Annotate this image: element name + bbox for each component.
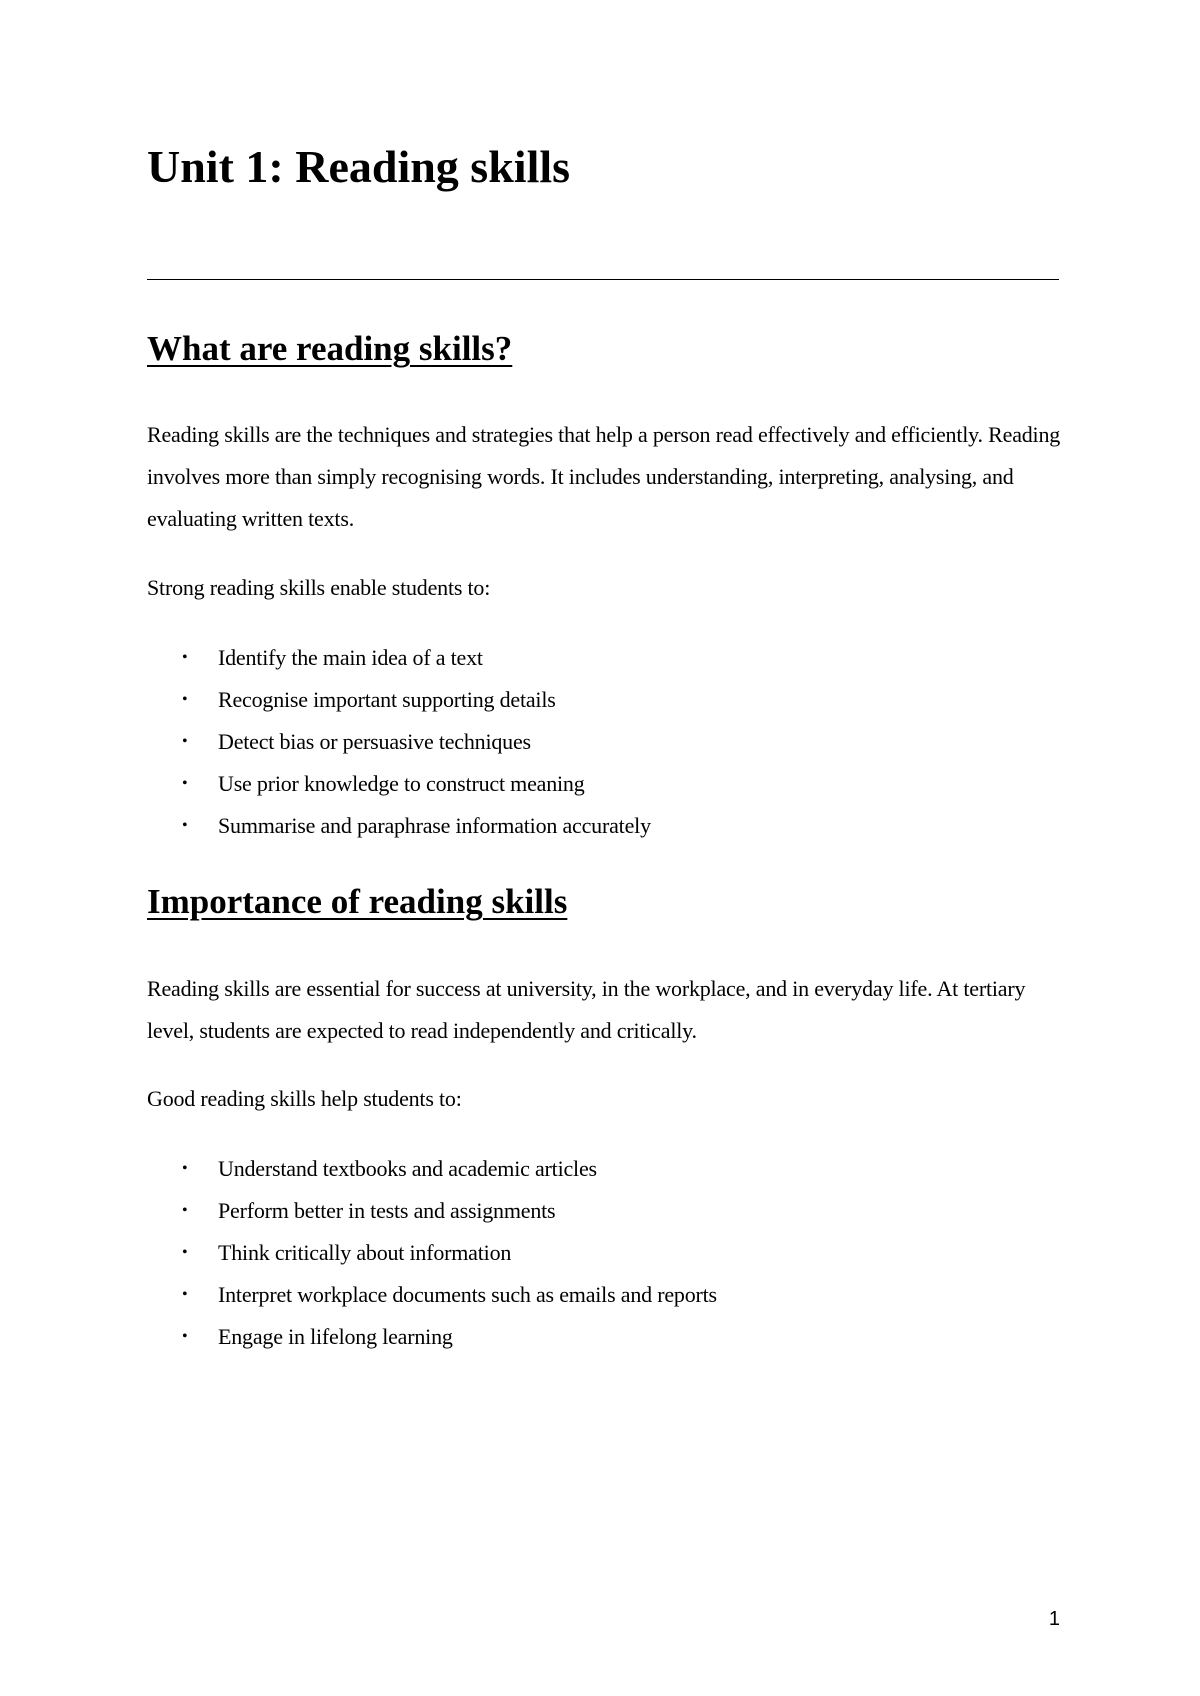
bullet-icon: • xyxy=(182,1328,188,1345)
bullet-icon: • xyxy=(182,649,188,666)
list-item xyxy=(147,1316,1047,1358)
list-item-text: Perform better in tests and assignments xyxy=(218,1198,556,1223)
list-item-text: Interpret workplace documents such as emails and reports xyxy=(218,1282,717,1307)
list-item-text: Engage in lifelong learning xyxy=(218,1324,453,1349)
list-item-text: Recognise important supporting details xyxy=(218,687,556,712)
section-heading-importance-of-reading-skills: Importance of reading skills xyxy=(147,882,568,921)
bullet-icon: • xyxy=(182,1244,188,1261)
page-number: 1 xyxy=(1048,1608,1060,1630)
list-item-text: Detect bias or persuasive techniques xyxy=(218,729,531,754)
list-item xyxy=(147,1148,1047,1190)
section-heading-what-are-reading-skills: What are reading skills? xyxy=(147,329,513,368)
bullet-list xyxy=(147,637,1047,847)
list-item xyxy=(147,1274,1047,1316)
list-item xyxy=(147,805,1047,847)
bullet-icon: • xyxy=(182,691,188,708)
list-item xyxy=(147,763,1047,805)
list-item-text: Identify the main idea of a text xyxy=(218,645,483,670)
list-intro: Strong reading skills enable students to: xyxy=(147,575,491,600)
list-item xyxy=(147,721,1047,763)
bullet-list xyxy=(147,1148,1047,1358)
list-item xyxy=(147,679,1047,721)
list-item xyxy=(147,1232,1047,1274)
list-item-text: Think critically about information xyxy=(218,1240,512,1265)
list-item-text: Use prior knowledge to construct meaning xyxy=(218,771,585,796)
list-item-text: Understand textbooks and academic articles xyxy=(218,1156,597,1181)
list-intro: Good reading skills help students to: xyxy=(147,1086,462,1111)
bullet-icon: • xyxy=(182,1202,188,1219)
title-divider xyxy=(147,279,1059,280)
section-paragraph: Reading skills are essential for success at university, in the workplace, and in everyday life. At tertiary level, students are expected to read independently and critically. xyxy=(147,976,1026,1043)
page-title: Unit 1: Reading skills xyxy=(147,141,571,192)
bullet-icon: • xyxy=(182,775,188,792)
list-item-text: Summarise and paraphrase information accurately xyxy=(218,813,651,838)
section-paragraph: Reading skills are the techniques and strategies that help a person read effectively and efficiently. Reading involves more than simply recognising words. It includes understanding, interpreting, analysing, and evaluating written texts. xyxy=(147,422,1061,531)
bullet-icon: • xyxy=(182,1286,188,1303)
bullet-icon: • xyxy=(182,1160,188,1177)
list-item xyxy=(147,1190,1047,1232)
bullet-icon: • xyxy=(182,733,188,750)
bullet-icon: • xyxy=(182,817,188,834)
list-item xyxy=(147,637,1047,679)
